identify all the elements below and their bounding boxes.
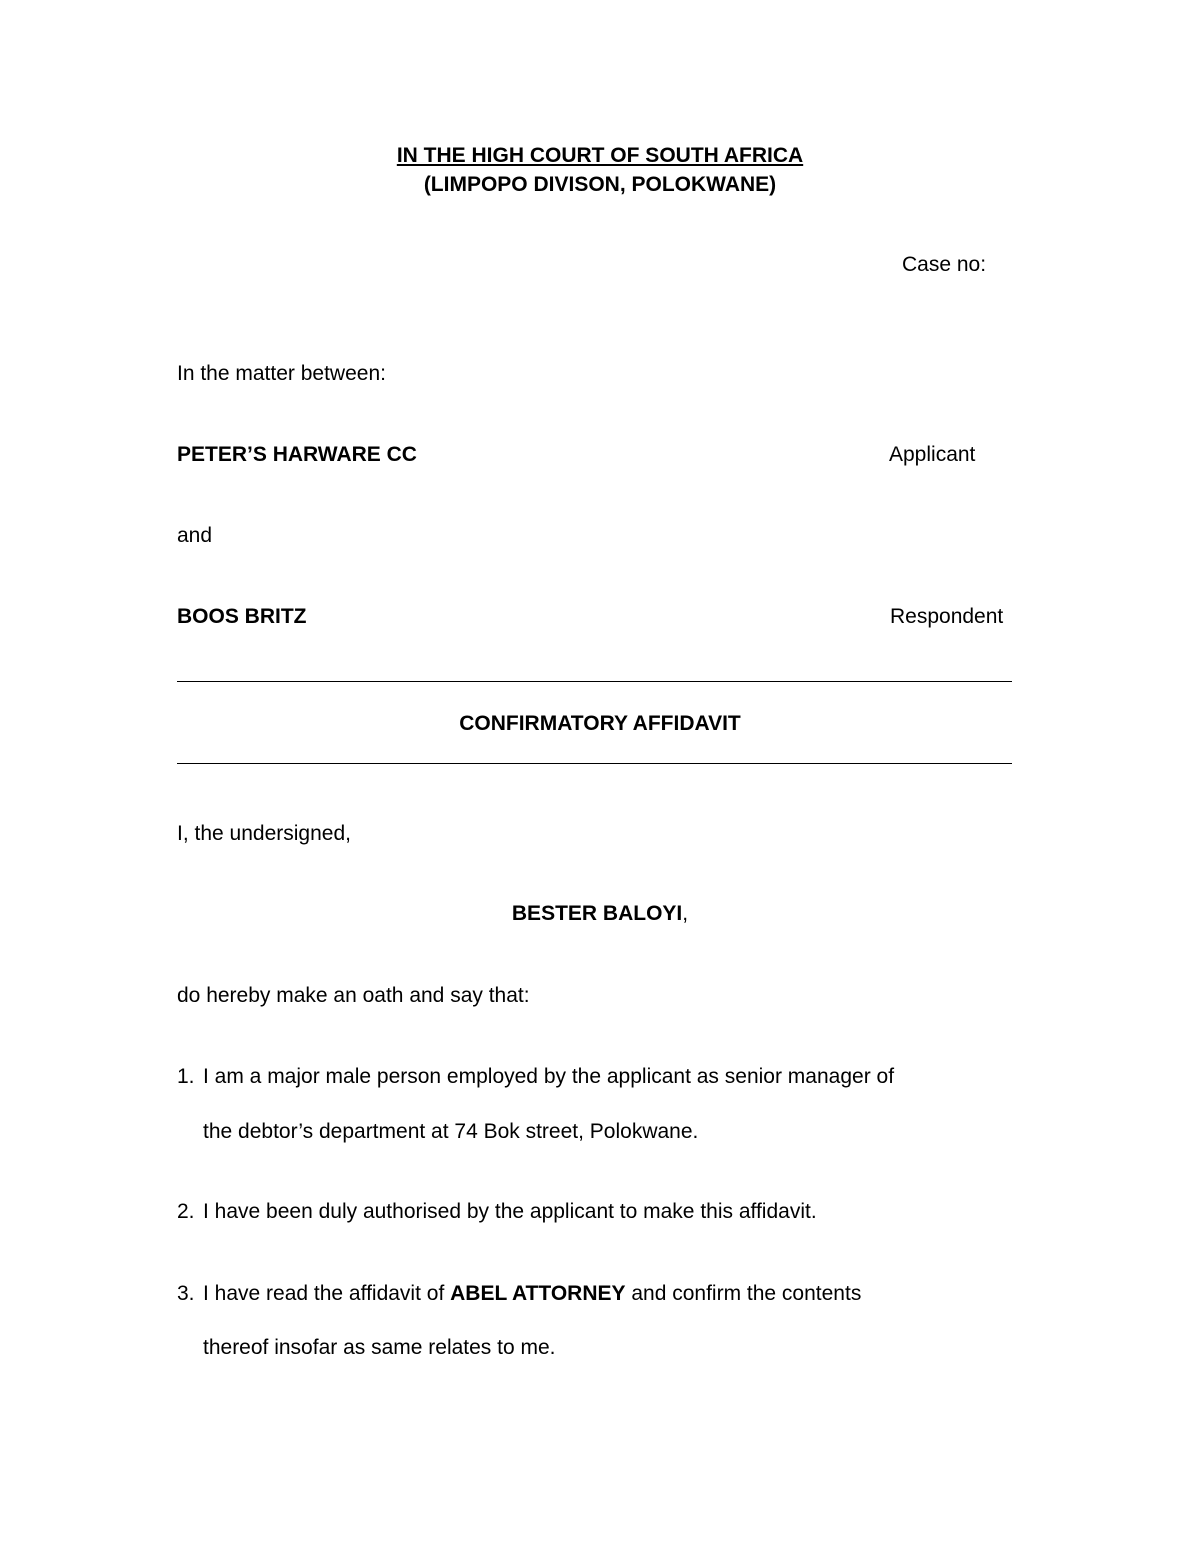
affidavit-title: CONFIRMATORY AFFIDAVIT [459,712,741,735]
case-number-label: Case no: [902,253,987,276]
court-division: (LIMPOPO DIVISON, POLOKWANE) [423,173,777,196]
deponent-name: BESTER BALOYI [511,902,683,925]
item-3-text-after: and confirm the contents [625,1282,862,1305]
matter-between-text: In the matter between: [177,362,386,385]
applicant-name: PETER’S HARWARE CC [177,443,417,466]
and-conjunction: and [177,524,213,547]
item-3-line-1 [203,1283,861,1304]
item-number-2: 2. [177,1200,195,1223]
deponent-line [0,903,1200,924]
item-number-1: 1. [177,1065,195,1088]
respondent-name: BOOS BRITZ [177,605,307,628]
item-3-line-2: thereof insofar as same relates to me. [203,1336,556,1359]
court-title: IN THE HIGH COURT OF SOUTH AFRICA [396,144,804,167]
deponent-suffix: , [682,902,689,925]
item-2-line-1: I have been duly authorised by the applicant to make this affidavit. [203,1200,817,1223]
respondent-role: Respondent [890,605,1004,628]
item-number-3: 3. [177,1282,195,1305]
item-1-line-2: the debtor’s department at 74 Bok street, Polokwane. [203,1120,699,1143]
divider-line-bottom [177,763,1012,764]
attorney-name: ABEL ATTORNEY [450,1282,626,1305]
oath-intro-text: do hereby make an oath and say that: [177,984,530,1007]
undersigned-text: I, the undersigned, [177,822,351,845]
applicant-role: Applicant [889,443,976,466]
divider-line-top [177,681,1012,682]
item-3-text-before: I have read the affidavit of [203,1282,451,1305]
item-1-line-1: I am a major male person employed by the applicant as senior manager of [203,1065,895,1088]
